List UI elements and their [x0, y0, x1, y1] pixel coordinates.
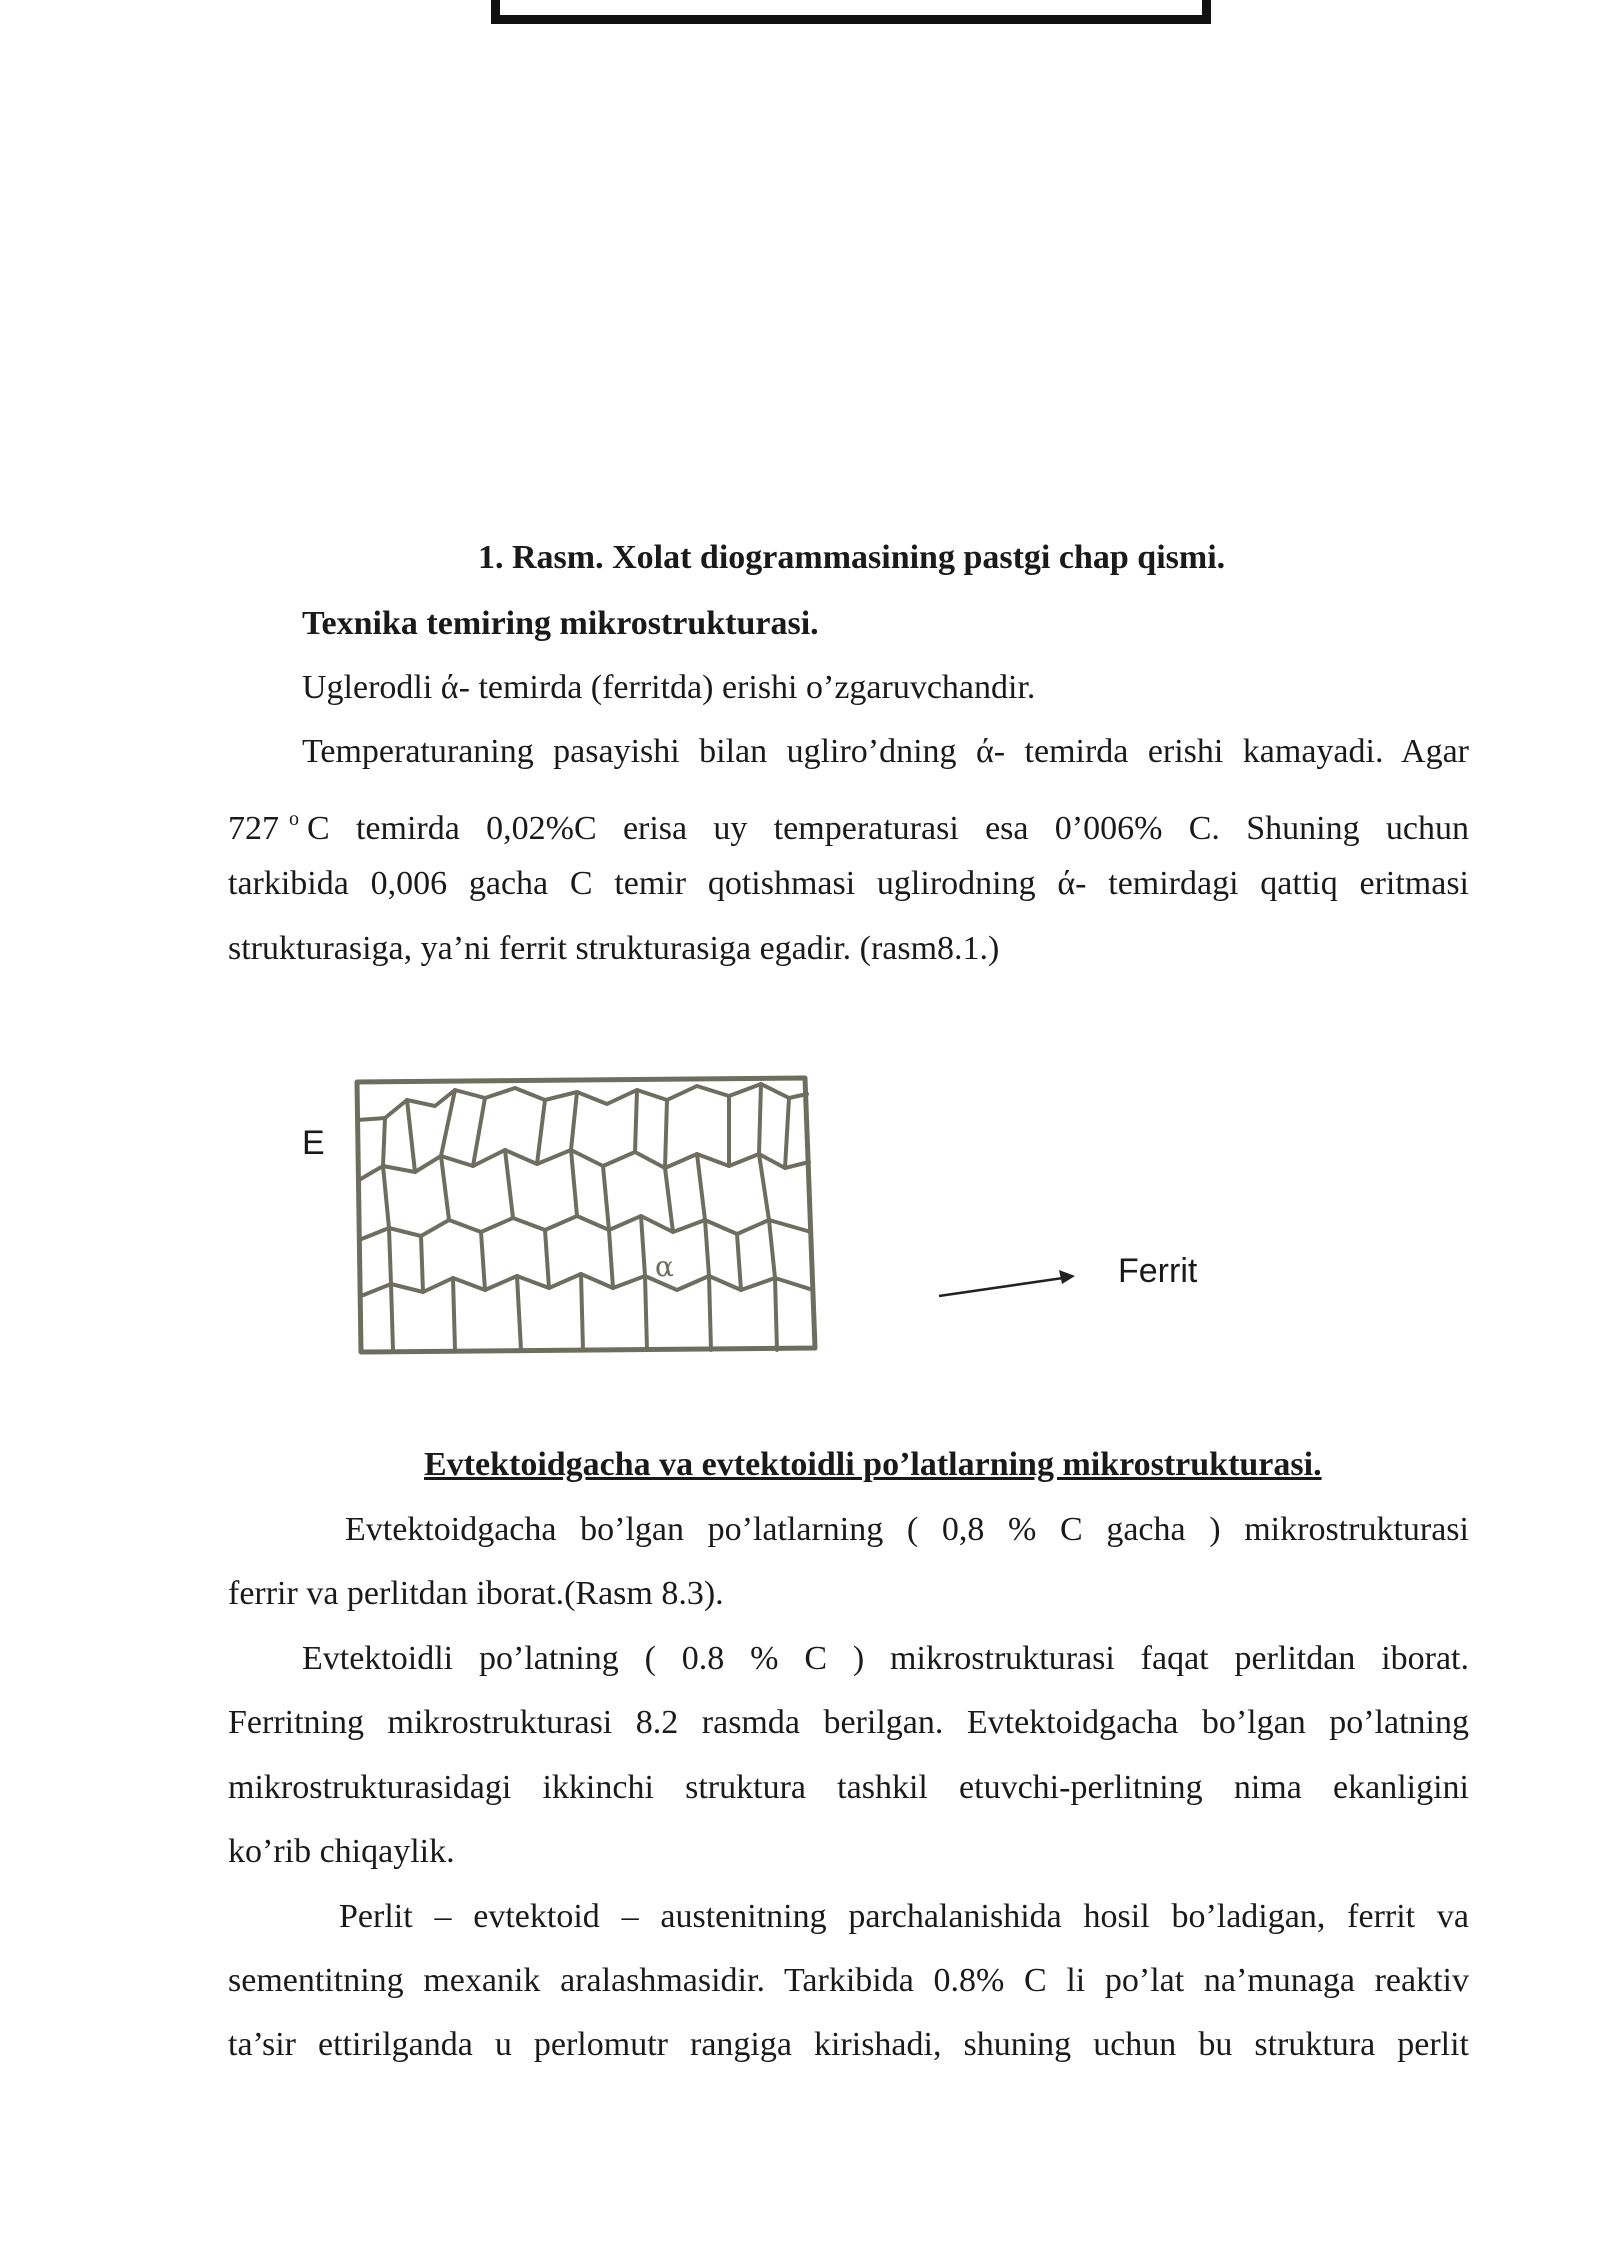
- degree-mark: o: [289, 808, 299, 830]
- paragraph-4-line-4: ko’rib chiqaylik.: [228, 1833, 455, 1870]
- section-title-steel-microstructure: Evtektoidgacha va evtektoidli po’latlarning mikrostrukturasi.: [424, 1446, 1322, 1483]
- paragraph-2-line-1: Temperaturaning pasayishi bilan ugliro’dning ά- temirda erishi kamayadi. Agar: [302, 733, 1469, 770]
- top-figure-frame: [491, 0, 1211, 24]
- figure-left-label: E: [302, 1124, 325, 1162]
- paragraph-5-line-2: sementitning mexanik aralashmasidir. Tarkibida 0.8% C li po’lat na’munaga reaktiv: [228, 1962, 1469, 1999]
- ferrit-label: Ferrit: [1118, 1252, 1198, 1290]
- arrow-to-ferrit: [935, 1262, 1085, 1302]
- paragraph-1: Uglerodli ά- temirda (ferritda) erishi o’zgaruvchandir.: [302, 669, 1036, 706]
- temperature-value: 727: [228, 810, 279, 847]
- paragraph-3-line-2: ferrir va perlitdan iborat.(Rasm 8.3).: [228, 1575, 724, 1612]
- paragraph-2-line-3: tarkibida 0,006 gacha C temir qotishmasi uglirodning ά- temirdagi qattiq eritmasi: [228, 865, 1469, 902]
- paragraph-4-line-2: Ferritning mikrostrukturasi 8.2 rasmda berilgan. Evtektoidgacha bo’lgan po’latning: [228, 1704, 1469, 1741]
- paragraph-4-line-3: mikrostrukturasidagi ikkinchi struktura tashkil etuvchi-perlitning nima ekanligini: [228, 1769, 1469, 1806]
- paragraph-4-line-1: Evtektoidli po’latning ( 0.8 % C ) mikrostrukturasi faqat perlitdan iborat.: [302, 1640, 1469, 1677]
- alpha-grain-label: α: [655, 1250, 674, 1283]
- paragraph-3-line-1: Evtektoidgacha bo’lgan po’latlarning ( 0,8 % C gacha ) mikrostrukturasi: [345, 1511, 1469, 1548]
- paragraph-2-line-2: [228, 799, 1469, 849]
- paragraph-2-line-2-rest: C temirda 0,02%C erisa uy temperaturasi esa 0’006% C. Shuning uchun: [307, 810, 1469, 847]
- paragraph-2-line-4: strukturasiga, ya’ni ferrit strukturasiga egadir. (rasm8.1.): [228, 930, 1000, 967]
- ferrite-microstructure-figure: [345, 1070, 825, 1360]
- figure-caption: 1. Rasm. Xolat diogrammasining pastgi chap qismi.: [478, 539, 1226, 576]
- section-title-microstructure: Texnika temiring mikrostrukturasi.: [302, 605, 819, 642]
- paragraph-5-line-1: Perlit – evtektoid – austenitning parchalanishida hosil bo’ladigan, ferrit va: [339, 1898, 1469, 1935]
- paragraph-5-line-3: ta’sir ettirilganda u perlomutr rangiga kirishadi, shuning uchun bu struktura perlit: [228, 2026, 1469, 2063]
